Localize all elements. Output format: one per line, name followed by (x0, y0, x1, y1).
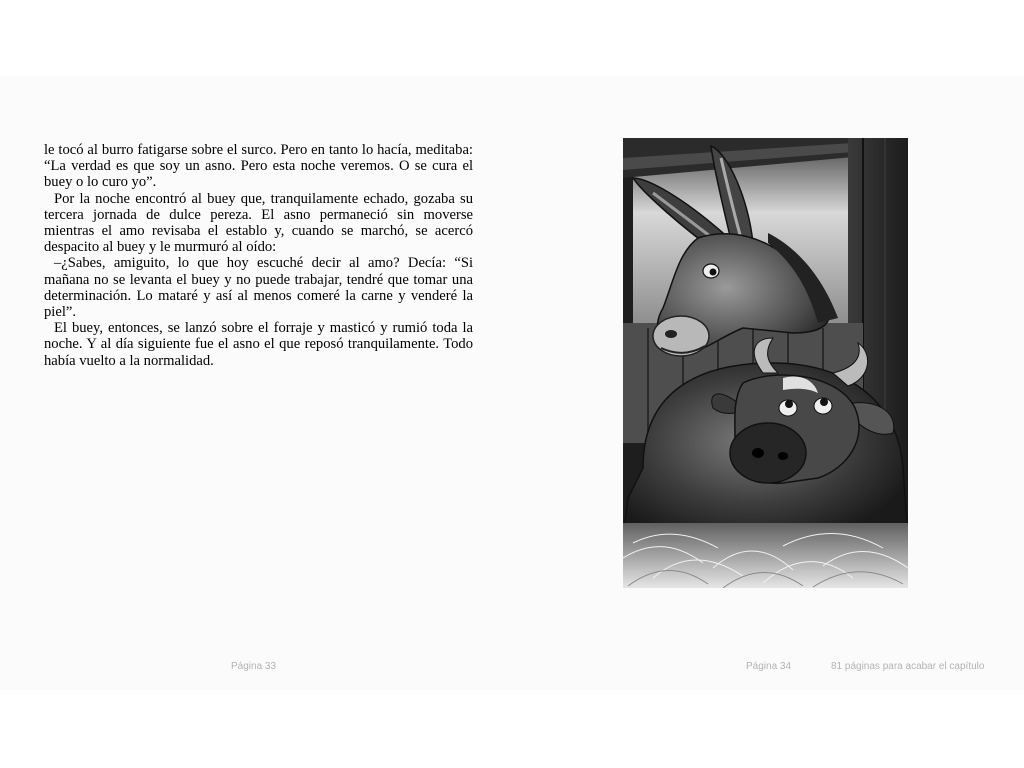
book-reader (0, 76, 1024, 690)
chapter-remaining-pages: 81 páginas para acabar el capítulo (831, 661, 985, 672)
paragraph: –¿Sabes, amiguito, lo que hoy escuché decir al amo? Decía: “Si mañana no se levanta el buey y no puede trabajar, tendré que tomar una determinación. Lo mataré y así al menos comeré la carne y venderé la piel”. (44, 255, 473, 321)
paragraph: Por la noche encontró al buey que, tranquilamente echado, gozaba su tercera jornada de dulce pereza. El asno permaneció sin moverse mientras el amo revisaba el establo y, cuando se marchó, se acercó despacito al buey y le murmuró al oído: (44, 190, 473, 256)
left-page-text (44, 142, 473, 369)
page-number-right: Página 34 (746, 661, 792, 672)
paragraph: El buey, entonces, se lanzó sobre el forraje y masticó y rumió toda la noche. Y al día siguiente fue el asno el que reposó tranquilamente. Todo había vuelto a la normalidad. (44, 320, 473, 369)
paragraph: le tocó al burro fatigarse sobre el surco. Pero en tanto lo hacía, meditaba: “La verdad es que soy un asno. Pero esta noche veremos. O se cura el buey o lo curo yo”. (44, 142, 473, 191)
page-number-left: Página 33 (231, 661, 277, 672)
donkey-and-ox-illustration (623, 138, 908, 588)
